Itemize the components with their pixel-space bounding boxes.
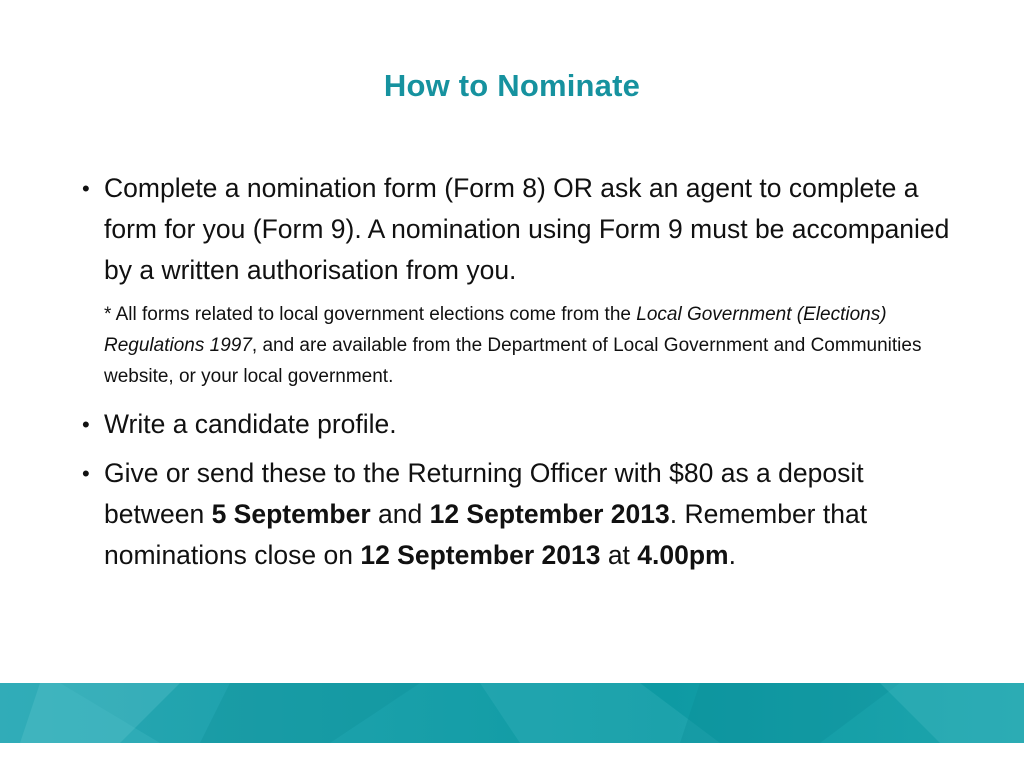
footer-band (0, 683, 1024, 743)
bullet-text-part: . (728, 540, 736, 570)
bullet-candidate-profile (80, 404, 960, 445)
slide-title: How to Nominate (383, 68, 641, 103)
date-start: 5 September (211, 499, 371, 529)
bullet-text: Complete a nomination form (Form 8) OR ask an agent to complete a form for you (Form 9). A nomination using Form 9 must be accompanied by a written authorisation from you. (104, 173, 950, 285)
bullet-nomination-form (80, 168, 960, 291)
note-prefix: * All forms related to local government elections come from the (104, 304, 637, 325)
bullet-text: Write a candidate profile. (104, 409, 397, 439)
note-suffix: , and are available from the Department of Local Government and Communities website, or your local government. (104, 335, 922, 387)
bullet-marker: • (82, 412, 90, 437)
bullet-text-part: at (600, 540, 638, 570)
bullet-returning-officer (80, 453, 960, 576)
date-end: 12 September 2013 (429, 499, 670, 529)
bottom-margin (0, 743, 1024, 768)
note-regulation-title: Local Government (Elections) Regulations 1997 (104, 304, 887, 356)
closing-time: 4.00pm (637, 540, 729, 570)
slide-content (80, 168, 960, 584)
closing-date: 12 September 2013 (360, 540, 601, 570)
footer-wave-decoration (0, 683, 1024, 743)
bullet-marker: • (82, 176, 90, 201)
forms-note (80, 299, 960, 392)
bullet-marker: • (82, 461, 90, 486)
bullet-text-part: Give or send these to the Returning Officer with $80 as a deposit between (104, 458, 864, 529)
bullet-text-part: . Remember that nominations close on (104, 499, 868, 570)
bullet-text-part: and (370, 499, 430, 529)
